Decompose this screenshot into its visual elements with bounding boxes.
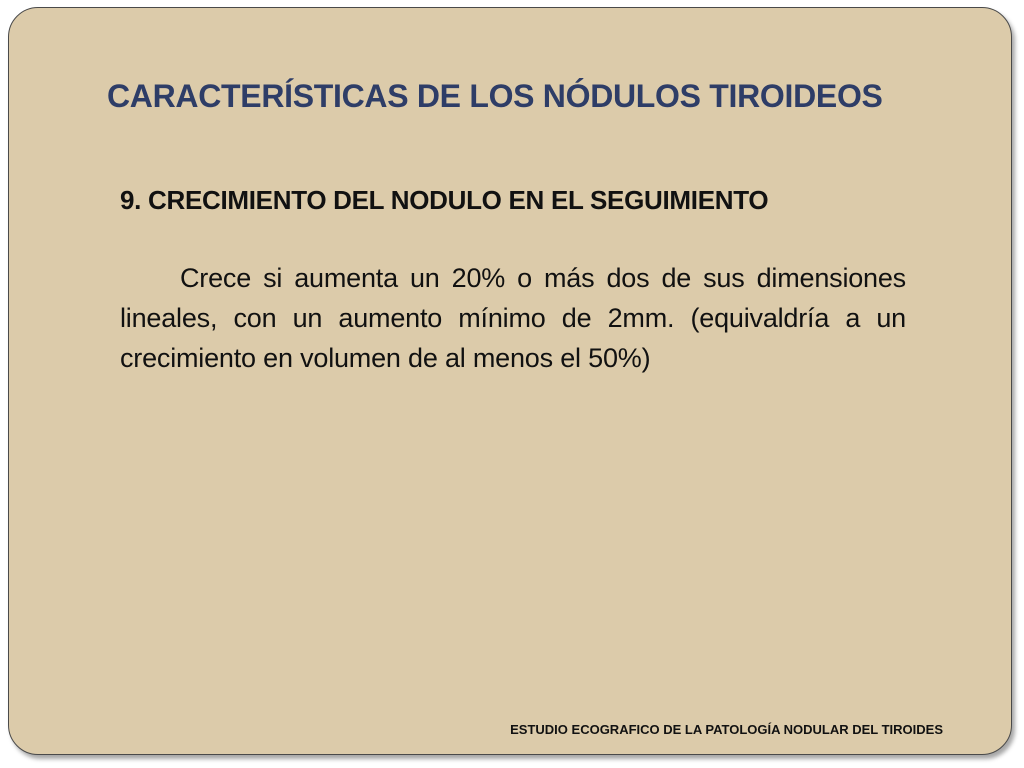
body-paragraph: Crece si aumenta un 20% o más dos de sus dimensiones lineales, con un aumento mínimo de 2mm. (equivaldría a un crecimiento en volumen de al menos el 50%) (120, 263, 906, 373)
section-heading: 9. CRECIMIENTO DEL NODULO EN EL SEGUIMIENTO (120, 185, 769, 215)
slide-panel (8, 7, 1012, 755)
slide-footer: ESTUDIO ECOGRAFICO DE LA PATOLOGÍA NODULAR DEL TIROIDES (510, 722, 943, 737)
slide-title: CARACTERÍSTICAS DE LOS NÓDULOS TIROIDEOS (107, 78, 883, 114)
